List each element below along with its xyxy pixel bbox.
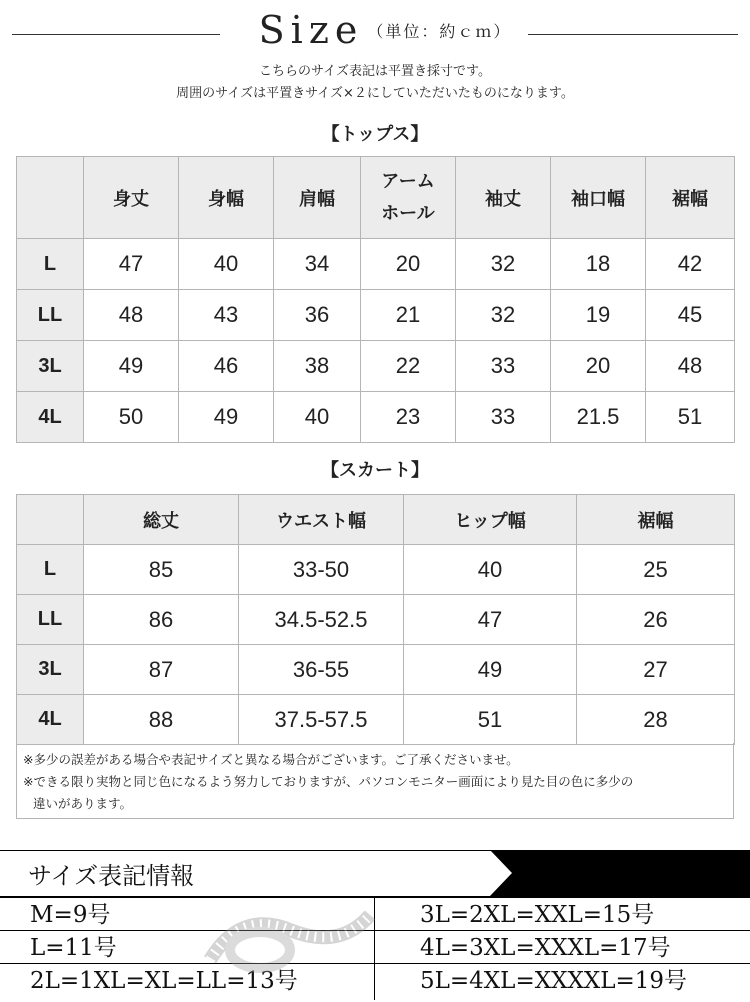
table-cell: 32 [456,290,551,341]
table-row [17,239,735,290]
info-left-entry: 2L=1XL=XL=LL=13号 [30,968,298,994]
table-cell: 20 [361,239,456,290]
table-cell: 18 [551,239,646,290]
row-size-label: LL [17,595,84,645]
table-cell: 36-55 [239,645,404,695]
table-cell: 21.5 [551,392,646,443]
table-cell: 37.5-57.5 [239,695,404,745]
info-title: サイズ表記情報 [28,862,195,890]
header-rule-left [12,34,220,35]
table-cell: 88 [84,695,239,745]
disclaimer-size-error: ※多少の誤差がある場合や表記サイズと異なる場合がございます。ご了承くださいませ。 [23,752,519,767]
table-cell: 19 [551,290,646,341]
table-cell: 86 [84,595,239,645]
armhole-line2: ホール [381,202,435,224]
info-left-entry: L=11号 [30,935,117,961]
table-cell: 26 [577,595,735,645]
disclaimer-color: ※できる限り実物と同じ色になるよう努力しておりますが、パソコンモニター画面により見た目の色に多少の [23,774,634,789]
skirt-header-row [17,495,735,545]
table-row [17,645,735,695]
col-hem-width: 裾幅 [646,157,735,239]
measurement-note: こちらのサイズ表記は平置き採寸です。 [259,64,491,79]
table-cell: 32 [456,239,551,290]
table-cell: 49 [179,392,274,443]
table-cell: 47 [404,595,577,645]
table-cell: 47 [84,239,179,290]
skirt-section-title: 【スカート】 [321,460,429,481]
info-right-entry: 5L=4XL=XXXXL=19号 [420,968,688,994]
row-size-label: 3L [17,645,84,695]
tops-corner-cell [17,157,84,239]
measuring-tape-icon [200,900,380,980]
table-cell: 48 [84,290,179,341]
size-header [0,8,750,52]
col-total-length: 総丈 [84,495,239,545]
table-cell: 46 [179,341,274,392]
table-cell: 22 [361,341,456,392]
table-cell: 25 [577,545,735,595]
info-right-entry: 3L=2XL=XXL=15号 [420,902,655,928]
skirt-corner-cell [17,495,84,545]
info-left-entry: M=9号 [30,902,111,928]
table-cell: 40 [274,392,361,443]
table-cell: 42 [646,239,735,290]
col-body-length: 身丈 [84,157,179,239]
table-cell: 85 [84,545,239,595]
table-cell: 20 [551,341,646,392]
info-banner-arrow [490,850,750,896]
table-cell: 28 [577,695,735,745]
col-cuff-width: 袖口幅 [551,157,646,239]
col-shoulder-width: 肩幅 [274,157,361,239]
col-sleeve-length: 袖丈 [456,157,551,239]
table-cell: 51 [646,392,735,443]
table-cell: 45 [646,290,735,341]
table-cell: 36 [274,290,361,341]
col-armhole [361,157,456,239]
table-cell: 51 [404,695,577,745]
table-row [17,595,735,645]
skirt-size-table [16,494,735,745]
row-size-label: L [17,239,84,290]
table-row [17,392,735,443]
col-waist-width: ウエスト幅 [239,495,404,545]
table-cell: 33-50 [239,545,404,595]
col-skirt-hem-width: 裾幅 [577,495,735,545]
disclaimer-color-cont: 違いがあります。 [33,796,133,811]
header-title [240,8,530,52]
table-cell: 33 [456,392,551,443]
col-body-width: 身幅 [179,157,274,239]
table-row [17,341,735,392]
table-cell: 34 [274,239,361,290]
row-size-label: L [17,545,84,595]
table-row [17,695,735,745]
unit-label: （単位：約ｃｍ） [367,22,512,41]
circumference-note: 周囲のサイズは平置きサイズ×２にしていただいたものになります。 [176,86,574,101]
armhole-line1: アーム [381,170,435,192]
table-cell: 40 [179,239,274,290]
table-cell: 27 [577,645,735,695]
table-cell: 49 [404,645,577,695]
table-cell: 34.5-52.5 [239,595,404,645]
row-size-label: 4L [17,695,84,745]
info-right-entry: 4L=3XL=XXXL=17号 [420,935,671,961]
table-row [17,545,735,595]
table-cell: 38 [274,341,361,392]
table-cell: 43 [179,290,274,341]
header-rule-right [528,34,738,35]
size-title: Size [258,8,364,52]
table-cell: 21 [361,290,456,341]
row-size-label: 4L [17,392,84,443]
col-hip-width: ヒップ幅 [404,495,577,545]
table-cell: 33 [456,341,551,392]
tops-size-table [16,156,735,443]
table-cell: 48 [646,341,735,392]
table-cell: 40 [404,545,577,595]
table-row [17,290,735,341]
table-cell: 49 [84,341,179,392]
table-cell: 23 [361,392,456,443]
table-cell: 50 [84,392,179,443]
disclaimer-notes [16,743,734,819]
table-cell: 87 [84,645,239,695]
tops-section-title: 【トップス】 [321,124,429,145]
tops-header-row [17,157,735,239]
row-size-label: LL [17,290,84,341]
row-size-label: 3L [17,341,84,392]
